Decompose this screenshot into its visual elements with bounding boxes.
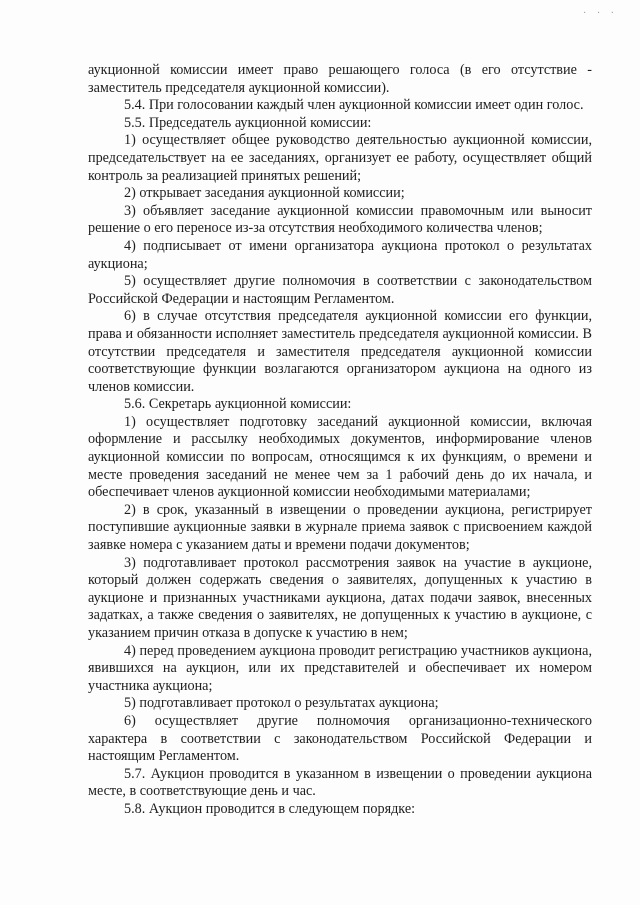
paragraph-5-5-item-1: 1) осуществляет общее руководство деятельностью аукционной комиссии, председательствует на ее заседаниях, организует ее работу, осуществляет общий контроль за реализацией принятых решений; [88, 132, 592, 184]
document-body [88, 62, 592, 819]
paragraph-5-5-heading: 5.5. Председатель аукционной комиссии: [124, 114, 372, 131]
paragraph-5-6-item-3: 3) подготавливает протокол рассмотрения заявок на участие в аукционе, который должен содержать сведения о заявителях, допущенных к участию в аукционе и признанных участниками аукциона, датах подачи заявок, внесенных задатках, а также сведения о заявителях, не допущенных к участию в аукционе, с указанием причин отказа в допуске к участию в нем; [88, 554, 592, 641]
paragraph-5-5-item-2: 2) открывает заседания аукционной комиссии; [124, 185, 405, 202]
paragraph-5-6-item-4: 4) перед проведением аукциона проводит регистрацию участников аукциона, явившихся на аукцион, или их представителей и обеспечивает их номером участника аукциона; [88, 642, 592, 694]
paragraph-5-7: 5.7. Аукцион проводится в указанном в извещении о проведении аукциона месте, в соответствующие день и час. [88, 765, 592, 800]
paragraph-5-6-heading: 5.6. Секретарь аукционной комиссии: [124, 396, 352, 413]
paragraph-continuation: аукционной комиссии имеет право решающего голоса (в его отсутствие - заместитель председателя аукционной комиссии). [88, 62, 592, 96]
paragraph-5-5-item-3: 3) объявляет заседание аукционной комиссии правомочным или выносит решение о его переносе из-за отсутствия необходимого количества членов; [88, 202, 592, 237]
paragraph-5-6-item-2: 2) в срок, указанный в извещении о проведении аукциона, регистрирует поступившие аукционные заявки в журнале приема заявок с присвоением каждой заявке номера с указанием даты и времени подачи документов; [88, 501, 592, 554]
paragraph-5-6-item-5: 5) подготавливает протокол о результатах аукциона; [124, 695, 439, 712]
paragraph-5-5-item-6: 6) в случае отсутствия председателя аукционной комиссии его функции, права и обязанности исполняет заместитель председателя аукционной комиссии. В отсутствии председателя и заместителя председателя аукционной комиссии соответствующие функции возлагаются организатором аукциона на одного из членов комиссии. [88, 308, 592, 395]
corner-mark: · · · [583, 8, 618, 19]
paragraph-5-5-item-5: 5) осуществляет другие полномочия в соответствии с законодательством Российской Федерации и настоящим Регламентом. [88, 273, 592, 307]
paragraph-5-5-item-4: 4) подписывает от имени организатора аукциона протокол о результатах аукциона; [88, 237, 592, 272]
paragraph-5-4: 5.4. При голосовании каждый член аукционной комиссии имеет один голос. [124, 97, 584, 114]
paragraph-5-6-item-1: 1) осуществляет подготовку заседаний аукционной комиссии, включая оформление и рассылку необходимых документов, информирование членов аукционной комиссии по вопросам, относящимся к их функциям, о времени и месте проведения заседаний не менее чем за 1 рабочий день до их начала, и обеспечивает членов аукционной комиссии необходимыми материалами; [88, 413, 592, 501]
paragraph-5-6-item-6: 6) осуществляет другие полномочия организационно-технического характера в соответствии с законодательством Российской Федерации и настоящим Регламентом. [88, 712, 592, 765]
paragraph-5-8: 5.8. Аукцион проводится в следующем порядке: [124, 800, 416, 817]
